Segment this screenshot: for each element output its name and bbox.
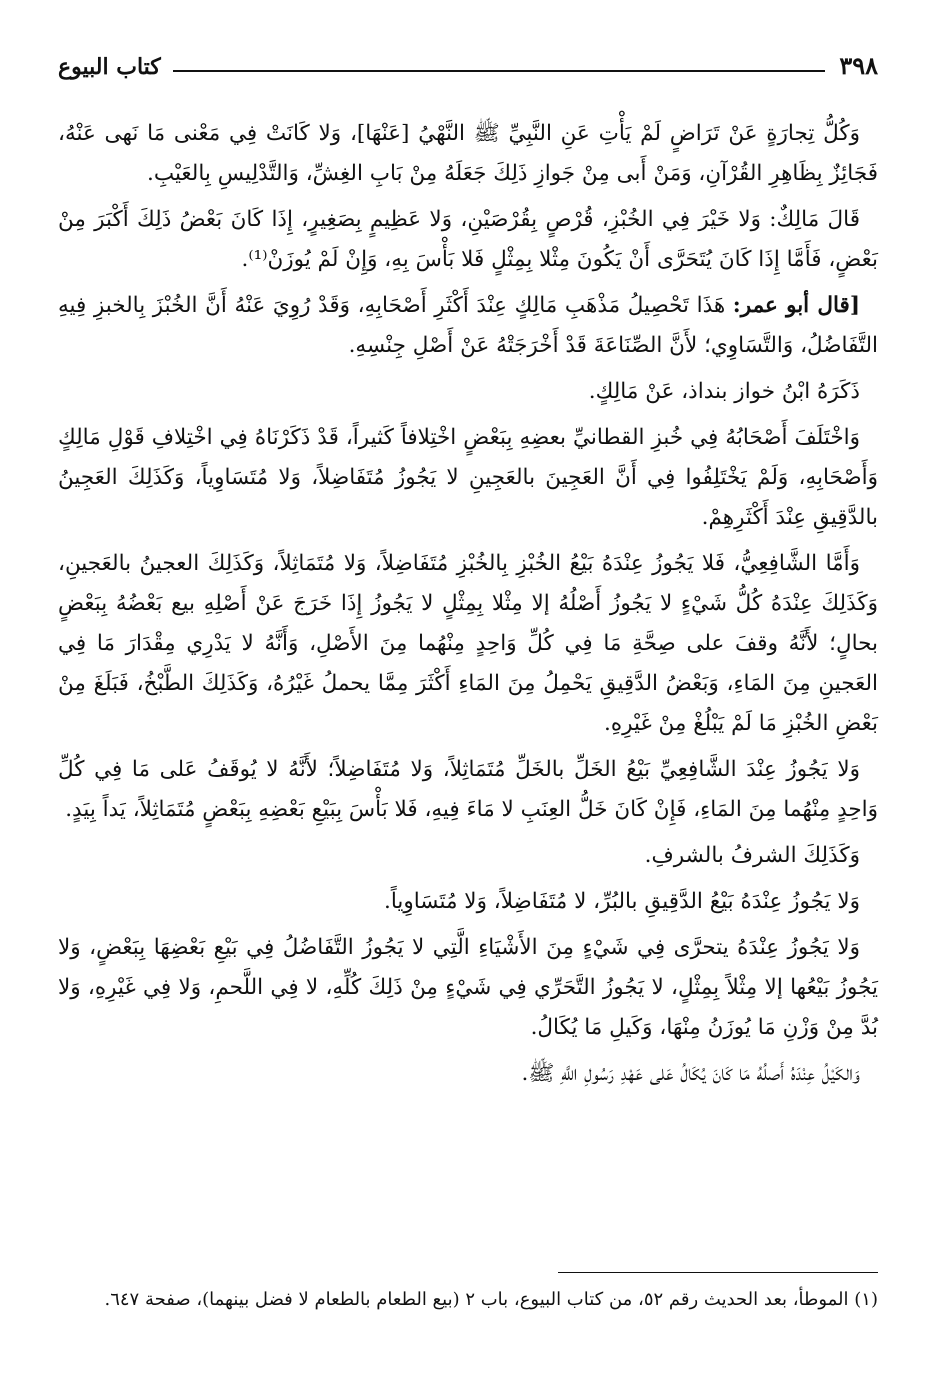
paragraph: وَاخْتَلَفَ أَصْحَابُهُ فِي خُبزِ القطانيِّ بعضِهِ بِبَعْضٍ اخْتِلافاً كَثيراً، قَدْ ذَكَرْنَاهُ فِي اخْتِلافِ قَوْلِ مَالِكٍ وَأَصْحَابِهِ، وَلَمْ يَخْتَلِفُوا فِي أَنَّ العَجِينَ بالعَجِينِ لا يَجُوزُ مُتَفَاضِلاً، وَلا مُتَسَاوِياً، وَكَذَلِكَ العَجِينُ بالدَّقِيقِ عِنْدَ أَكْثَرِهِمْ. <box>58 425 878 530</box>
paragraph: وَلا يَجُوزُ عِنْدَهُ يتحرَّى فِي شَيْءٍ مِنَ الأَشْيَاءِ الَّتِي لا يَجُوزُ التَّفَاضُلُ فِي بَيْعِ بَعْضِهَا بِبَعْضٍ، وَلا يَجُوزُ بَيْعُها إلا مِثْلاً بِمِثْلٍ، لا يَجُوزُ التَّحَرِّي فِي شَيْءٍ مِنْ ذَلِكَ كُلِّهِ، لا فِي اللَّحمِ، وَلا فِي غَيْرِهِ، وَلا بُدَّ مِنْ وَزْنِ مَا يُوزَنُ مِنْهَا، وَكَيلِ مَا يُكَالُ. <box>58 935 878 1040</box>
book-page <box>58 40 878 1360</box>
header-rule <box>173 70 826 72</box>
paragraph <box>58 286 878 366</box>
paragraph-text: هَذَا تَحْصِيلُ مَذْهَبِ مَالِكٍ عِنْدَ أَكْثَرِ أَصْحَابِهِ، وَقَدْ رُوِيَ عَنْهُ أَنَّ الخُبْزَ بِالخبزِ فِيهِ التَّفَاضُلُ، وَالتَّسَاوِي؛ لأَنَّ الصِّنَاعَةَ قَدْ أَخْرَجَتْهُ عَنْ أَصْلِ جِنْسِهِ. <box>58 293 878 358</box>
speaker-label: [قال أبو عمر: <box>732 293 861 318</box>
paragraph: وَكُلُّ تِجارَةٍ عَنْ تَرَاضٍ لَمْ يَأْتِ عَنِ النَّبِيِّ ﷺ النَّهْيُ [عَنْهَا]، وَلا كَانَتْ فِي مَعْنى مَا نَهى عَنْهُ، فَجَائِزٌ بِظَاهِرِ القُرْآنِ، وَمَنْ أَبى مِنْ جَوازِ ذَلِكَ جَعَلَهُ مِنْ بَابِ الغِشِّ، وَالتَّدْلِيسِ بِالعَيْبِ. <box>58 121 878 186</box>
paragraph: وَكَذَلِكَ الشرفُ بالشرفِ. <box>644 843 860 868</box>
book-title: كتاب البيوع <box>58 54 161 80</box>
paragraph: وَلا يَجُوزُ عِنْدَهُ بَيْعُ الدَّقِيقِ بالبُرِّ، لا مُتَفَاضِلاً، وَلا مُتَسَاوِياً. <box>383 889 860 914</box>
paragraph: وَالكَيْلُ عِنْدَهُ أَصلُهُ مَا كَانَ يُكَالُ عَلى عَهْدِ رَسُولِ اللَّهِ ﷺ. <box>521 1061 860 1086</box>
footnote-rule <box>558 1272 878 1273</box>
paragraph: قَالَ مَالِكٌ: وَلا خَيْرَ فِي الخُبْزِ، قُرْصٍ بِقُرْصَيْنِ، وَلا عَظِيمٍ بِصَغِيرٍ، إِذَا كَانَ بَعْضُ ذَلِكَ أَكْبَرَ مِنْ بَعْضٍ، فَأَمَّا إِذَا كَانَ يُتَحَرَّى أَنْ يَكُونَ مِثْلا بِمِثْلٍ فَلا بَأْسَ بِهِ، وَإِنْ لَمْ يُوزَنْ⁽¹⁾. <box>58 207 878 272</box>
paragraph: وَلا يَجُوزُ عِنْدَ الشَّافِعِيِّ بَيْعُ الخَلِّ بالخَلِّ مُتَمَاثِلاً، وَلا مُتَفَاضِلاً؛ لأَنَّهُ لا يُوقَفُ عَلى مَا فِي كُلِّ وَاحِدٍ مِنْهُما مِنَ المَاءِ، فَإِنْ كَانَ خَلُّ العِنَبِ لا مَاءَ فِيهِ، فَلا بَأْسَ بِبَيْعِ بَعْضِهِ بِبَعْضٍ مُتَمَاثِلاً، يَداً بِيَدٍ. <box>58 757 878 822</box>
paragraph: وَأَمَّا الشَّافِعِيُّ، فَلا يَجُوزُ عِنْدَهُ بَيْعُ الخُبْزِ بِالخُبْزِ مُتَفَاضِلاً، وَلا مُتَمَاثِلاً، وَكَذَلِكَ العجينُ بالعَجينِ، وَكَذَلِكَ عِنْدَهُ كُلُّ شَيْءٍ لا يَجُوزُ أَصْلُهُ إلا مِثْلا بِمِثْلٍ لا يَجُوزُ إِذَا خَرَجَ عَنْ أَصْلِهِ بيع بَعْضُهُ بِبَعْضٍ بحالٍ؛ لأَنَّهُ وقفَ على صِحَّةِ مَا فِي كُلِّ وَاحِدٍ مِنْهُما مِنَ الأَصْلِ، وَأَنَّهُ لا يَدْرِي مِقْدَارَ مَا فِي العَجينِ مِنَ المَاءِ، وَبَعْضُ الدَّقِيقِ يَحْمِلُ مِنَ المَاءِ أَكْثَرَ مِمَّا يحملُ غَيْرُهُ، وَكَذَلِكَ الطَّبْخُ، فَبَلَغَ مِنْ بَعْضِ الخُبْزِ مَا لَمْ يَبْلُغْ مِنْ غَيْرِهِ. <box>58 551 878 736</box>
footnote: (١) الموطأ، بعد الحديث رقم ٥٢، من كتاب البيوع، باب ٢ (بيع الطعام بالطعام لا فضل بينهما)، صفحة ٦٤٧. <box>104 1289 878 1310</box>
paragraph: ذَكَرَهُ ابْنُ خواز بنداذ، عَنْ مَالِكٍ. <box>588 379 860 404</box>
body-text <box>58 114 878 1094</box>
page-number: ٣٩٨ <box>839 51 878 80</box>
running-head <box>58 40 878 80</box>
